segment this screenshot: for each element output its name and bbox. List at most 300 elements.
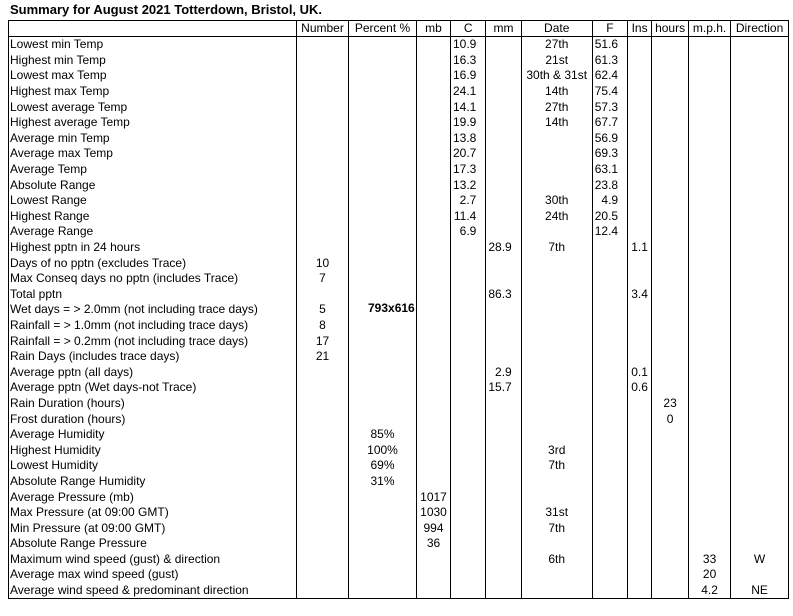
cell-direction — [731, 489, 789, 505]
cell-number — [297, 115, 349, 131]
cell-mm — [486, 209, 521, 225]
cell-mb — [417, 474, 451, 490]
cell-percent — [349, 162, 417, 178]
cell-date: 30th — [521, 193, 592, 209]
cell-mm — [486, 505, 521, 521]
page-title: Summary for August 2021 Totterdown, Bristol, UK. — [10, 2, 323, 17]
cell-number — [297, 536, 349, 552]
table-row — [9, 505, 789, 521]
cell-c: 13.2 — [451, 177, 486, 193]
cell-percent — [349, 552, 417, 568]
cell-ins — [628, 131, 652, 147]
column-header-mb: mb — [417, 21, 451, 37]
cell-ins — [628, 442, 652, 458]
cell-direction — [731, 302, 789, 318]
cell-date: 24th — [521, 209, 592, 225]
cell-percent — [349, 131, 417, 147]
cell-date — [521, 271, 592, 287]
cell-c: 16.9 — [451, 68, 486, 84]
cell-hours — [652, 505, 689, 521]
column-header-hours: hours — [652, 21, 689, 37]
cell-c: 20.7 — [451, 146, 486, 162]
cell-hours — [652, 318, 689, 334]
cell-number — [297, 411, 349, 427]
cell-mb — [417, 255, 451, 271]
cell-mm — [486, 99, 521, 115]
cell-hours — [652, 162, 689, 178]
cell-f: 20.5 — [592, 209, 627, 225]
cell-mb: 36 — [417, 536, 451, 552]
cell-ins — [628, 99, 652, 115]
cell-direction — [731, 131, 789, 147]
row-label: Max Conseq days no pptn (includes Trace) — [9, 271, 297, 287]
cell-c — [451, 318, 486, 334]
cell-f — [592, 396, 627, 412]
column-header-percent: Percent % — [349, 21, 417, 37]
cell-mm — [486, 68, 521, 84]
cell-mm — [486, 131, 521, 147]
cell-mm — [486, 474, 521, 490]
cell-ins — [628, 53, 652, 69]
cell-ins — [628, 349, 652, 365]
cell-percent — [349, 193, 417, 209]
cell-ins: 0.1 — [628, 364, 652, 380]
cell-f — [592, 349, 627, 365]
cell-f — [592, 520, 627, 536]
row-label: Total pptn — [9, 287, 297, 303]
cell-number — [297, 193, 349, 209]
cell-c — [451, 474, 486, 490]
cell-hours: 23 — [652, 396, 689, 412]
cell-percent — [349, 489, 417, 505]
cell-mm — [486, 442, 521, 458]
cell-mph — [689, 458, 731, 474]
cell-mm — [486, 302, 521, 318]
cell-direction — [731, 115, 789, 131]
cell-hours — [652, 84, 689, 100]
cell-f: 75.4 — [592, 84, 627, 100]
cell-mph — [689, 37, 731, 53]
cell-mb — [417, 37, 451, 53]
table-row — [9, 115, 789, 131]
cell-number — [297, 396, 349, 412]
cell-c — [451, 287, 486, 303]
cell-mb — [417, 115, 451, 131]
cell-mph — [689, 536, 731, 552]
cell-c — [451, 380, 486, 396]
cell-number — [297, 567, 349, 583]
cell-hours — [652, 536, 689, 552]
cell-percent — [349, 255, 417, 271]
cell-hours — [652, 442, 689, 458]
table-row — [9, 53, 789, 69]
column-header-date: Date — [521, 21, 592, 37]
cell-mm — [486, 162, 521, 178]
cell-number — [297, 209, 349, 225]
table-row — [9, 287, 789, 303]
cell-percent — [349, 583, 417, 599]
cell-date — [521, 333, 592, 349]
cell-c — [451, 364, 486, 380]
table-row — [9, 583, 789, 599]
cell-hours — [652, 427, 689, 443]
cell-mm — [486, 271, 521, 287]
cell-hours — [652, 99, 689, 115]
cell-c: 11.4 — [451, 209, 486, 225]
cell-direction — [731, 474, 789, 490]
table-row — [9, 84, 789, 100]
cell-ins — [628, 115, 652, 131]
table-row — [9, 520, 789, 536]
cell-hours — [652, 302, 689, 318]
cell-percent — [349, 536, 417, 552]
cell-hours — [652, 53, 689, 69]
cell-ins — [628, 536, 652, 552]
cell-percent — [349, 84, 417, 100]
cell-mm — [486, 115, 521, 131]
cell-f: 67.7 — [592, 115, 627, 131]
cell-f — [592, 552, 627, 568]
row-label: Average wind speed & predominant direction — [9, 583, 297, 599]
cell-mb — [417, 318, 451, 334]
cell-hours — [652, 68, 689, 84]
cell-mm — [486, 489, 521, 505]
cell-f: 4.9 — [592, 193, 627, 209]
row-label: Rain Duration (hours) — [9, 396, 297, 412]
cell-ins: 3.4 — [628, 287, 652, 303]
cell-percent — [349, 209, 417, 225]
cell-c — [451, 489, 486, 505]
cell-ins — [628, 505, 652, 521]
table-row — [9, 333, 789, 349]
cell-direction — [731, 162, 789, 178]
row-label: Rainfall = > 1.0mm (not including trace days) — [9, 318, 297, 334]
cell-c — [451, 536, 486, 552]
cell-mph — [689, 333, 731, 349]
cell-mb — [417, 240, 451, 256]
table-row — [9, 162, 789, 178]
cell-mb — [417, 552, 451, 568]
cell-date — [521, 146, 592, 162]
cell-f — [592, 255, 627, 271]
cell-f — [592, 318, 627, 334]
cell-direction — [731, 209, 789, 225]
cell-c: 16.3 — [451, 53, 486, 69]
cell-direction — [731, 536, 789, 552]
cell-direction — [731, 427, 789, 443]
cell-date — [521, 287, 592, 303]
cell-mm: 28.9 — [486, 240, 521, 256]
cell-f — [592, 411, 627, 427]
cell-mph — [689, 240, 731, 256]
table-row — [9, 271, 789, 287]
row-label: Highest Humidity — [9, 442, 297, 458]
cell-number: 10 — [297, 255, 349, 271]
cell-date — [521, 380, 592, 396]
table-row — [9, 37, 789, 53]
cell-mb — [417, 567, 451, 583]
cell-date: 7th — [521, 520, 592, 536]
cell-hours — [652, 349, 689, 365]
cell-number: 17 — [297, 333, 349, 349]
cell-mb — [417, 380, 451, 396]
cell-percent: 69% — [349, 458, 417, 474]
cell-percent — [349, 271, 417, 287]
cell-mm — [486, 255, 521, 271]
row-label: Lowest min Temp — [9, 37, 297, 53]
cell-c — [451, 302, 486, 318]
cell-hours — [652, 224, 689, 240]
cell-percent — [349, 396, 417, 412]
cell-number: 7 — [297, 271, 349, 287]
cell-mm — [486, 552, 521, 568]
cell-percent — [349, 349, 417, 365]
cell-direction — [731, 567, 789, 583]
cell-number — [297, 146, 349, 162]
cell-number — [297, 458, 349, 474]
cell-hours — [652, 333, 689, 349]
table-row — [9, 364, 789, 380]
cell-hours — [652, 193, 689, 209]
cell-mph — [689, 255, 731, 271]
cell-mph: 4.2 — [689, 583, 731, 599]
table-row — [9, 99, 789, 115]
table-row — [9, 68, 789, 84]
row-label: Average Pressure (mb) — [9, 489, 297, 505]
table-row — [9, 474, 789, 490]
cell-date — [521, 131, 592, 147]
cell-number — [297, 364, 349, 380]
cell-percent: 100% — [349, 442, 417, 458]
table-row — [9, 349, 789, 365]
cell-mm — [486, 146, 521, 162]
cell-f — [592, 474, 627, 490]
cell-mph — [689, 131, 731, 147]
row-label: Highest max Temp — [9, 84, 297, 100]
row-label: Average max wind speed (gust) — [9, 567, 297, 583]
table-row — [9, 442, 789, 458]
cell-mm — [486, 224, 521, 240]
row-label: Lowest Range — [9, 193, 297, 209]
cell-f: 12.4 — [592, 224, 627, 240]
cell-f: 57.3 — [592, 99, 627, 115]
cell-mph — [689, 224, 731, 240]
row-label: Rain Days (includes trace days) — [9, 349, 297, 365]
cell-c: 2.7 — [451, 193, 486, 209]
cell-date: 6th — [521, 552, 592, 568]
cell-ins — [628, 209, 652, 225]
cell-direction — [731, 146, 789, 162]
row-label: Average max Temp — [9, 146, 297, 162]
table-row — [9, 224, 789, 240]
cell-ins — [628, 411, 652, 427]
cell-direction: W — [731, 552, 789, 568]
table-row — [9, 318, 789, 334]
cell-mph: 33 — [689, 552, 731, 568]
cell-date — [521, 302, 592, 318]
cell-number — [297, 287, 349, 303]
cell-hours — [652, 583, 689, 599]
cell-hours — [652, 474, 689, 490]
cell-percent — [349, 380, 417, 396]
cell-mm — [486, 536, 521, 552]
cell-hours — [652, 380, 689, 396]
cell-hours — [652, 255, 689, 271]
cell-mph — [689, 505, 731, 521]
cell-f — [592, 380, 627, 396]
cell-mm — [486, 37, 521, 53]
row-label: Lowest average Temp — [9, 99, 297, 115]
cell-c: 17.3 — [451, 162, 486, 178]
cell-percent — [349, 224, 417, 240]
row-label: Max Pressure (at 09:00 GMT) — [9, 505, 297, 521]
cell-date — [521, 583, 592, 599]
row-label: Absolute Range — [9, 177, 297, 193]
cell-date — [521, 364, 592, 380]
cell-ins — [628, 474, 652, 490]
cell-mb — [417, 224, 451, 240]
cell-ins — [628, 583, 652, 599]
cell-hours — [652, 37, 689, 53]
cell-mph — [689, 271, 731, 287]
cell-mm — [486, 193, 521, 209]
row-label: Average Range — [9, 224, 297, 240]
table-row — [9, 240, 789, 256]
cell-mb — [417, 333, 451, 349]
cell-percent — [349, 333, 417, 349]
cell-mph — [689, 115, 731, 131]
cell-mph — [689, 411, 731, 427]
cell-number — [297, 474, 349, 490]
cell-c — [451, 333, 486, 349]
cell-direction — [731, 458, 789, 474]
cell-date — [521, 162, 592, 178]
row-label: Absolute Range Humidity — [9, 474, 297, 490]
column-header-mm: mm — [486, 21, 521, 37]
cell-mm — [486, 349, 521, 365]
cell-direction — [731, 333, 789, 349]
table-row — [9, 552, 789, 568]
column-header-number: Number — [297, 21, 349, 37]
cell-c: 13.8 — [451, 131, 486, 147]
cell-ins — [628, 84, 652, 100]
cell-mb — [417, 162, 451, 178]
row-label: Maximum wind speed (gust) & direction — [9, 552, 297, 568]
cell-number — [297, 224, 349, 240]
cell-percent — [349, 287, 417, 303]
cell-mb — [417, 364, 451, 380]
cell-f — [592, 333, 627, 349]
cell-date — [521, 567, 592, 583]
cell-number — [297, 53, 349, 69]
column-header-label — [9, 21, 297, 37]
row-label: Frost duration (hours) — [9, 411, 297, 427]
table-row — [9, 209, 789, 225]
cell-number — [297, 505, 349, 521]
table-row — [9, 177, 789, 193]
cell-date: 21st — [521, 53, 592, 69]
cell-hours — [652, 520, 689, 536]
cell-mb — [417, 99, 451, 115]
column-header-f: F — [592, 21, 627, 37]
cell-ins: 0.6 — [628, 380, 652, 396]
cell-hours — [652, 209, 689, 225]
cell-number — [297, 68, 349, 84]
cell-f: 61.3 — [592, 53, 627, 69]
cell-mph — [689, 68, 731, 84]
cell-date — [521, 349, 592, 365]
cell-f — [592, 505, 627, 521]
cell-mph — [689, 287, 731, 303]
row-label: Highest pptn in 24 hours — [9, 240, 297, 256]
cell-percent — [349, 115, 417, 131]
cell-f: 63.1 — [592, 162, 627, 178]
column-header-c: C — [451, 21, 486, 37]
cell-percent: 31% — [349, 474, 417, 490]
cell-hours — [652, 567, 689, 583]
cell-direction — [731, 53, 789, 69]
size-annotation: 793x616 — [368, 301, 415, 315]
cell-date: 14th — [521, 115, 592, 131]
cell-c: 10.9 — [451, 37, 486, 53]
row-label: Min Pressure (at 09:00 GMT) — [9, 520, 297, 536]
cell-direction — [731, 396, 789, 412]
cell-date — [521, 396, 592, 412]
cell-mb — [417, 271, 451, 287]
cell-mph — [689, 520, 731, 536]
cell-percent — [349, 99, 417, 115]
cell-date: 27th — [521, 37, 592, 53]
cell-percent: 85% — [349, 427, 417, 443]
cell-c: 6.9 — [451, 224, 486, 240]
cell-ins — [628, 255, 652, 271]
cell-c — [451, 427, 486, 443]
cell-number — [297, 177, 349, 193]
cell-number: 21 — [297, 349, 349, 365]
cell-mb — [417, 349, 451, 365]
cell-date — [521, 224, 592, 240]
cell-ins — [628, 37, 652, 53]
cell-mb: 1017 — [417, 489, 451, 505]
cell-mph — [689, 318, 731, 334]
cell-mph — [689, 396, 731, 412]
cell-c — [451, 442, 486, 458]
cell-percent — [349, 520, 417, 536]
cell-hours — [652, 458, 689, 474]
cell-date: 7th — [521, 458, 592, 474]
cell-mm — [486, 318, 521, 334]
cell-direction — [731, 224, 789, 240]
cell-date — [521, 318, 592, 334]
cell-date — [521, 489, 592, 505]
cell-c — [451, 240, 486, 256]
cell-c — [451, 396, 486, 412]
cell-mph — [689, 474, 731, 490]
cell-number — [297, 131, 349, 147]
cell-date: 14th — [521, 84, 592, 100]
cell-c — [451, 552, 486, 568]
column-header-ins: Ins — [628, 21, 652, 37]
cell-f — [592, 302, 627, 318]
cell-direction — [731, 505, 789, 521]
cell-mb — [417, 442, 451, 458]
cell-c: 24.1 — [451, 84, 486, 100]
cell-mph — [689, 364, 731, 380]
cell-direction — [731, 364, 789, 380]
cell-mb — [417, 84, 451, 100]
cell-hours — [652, 115, 689, 131]
cell-ins — [628, 302, 652, 318]
